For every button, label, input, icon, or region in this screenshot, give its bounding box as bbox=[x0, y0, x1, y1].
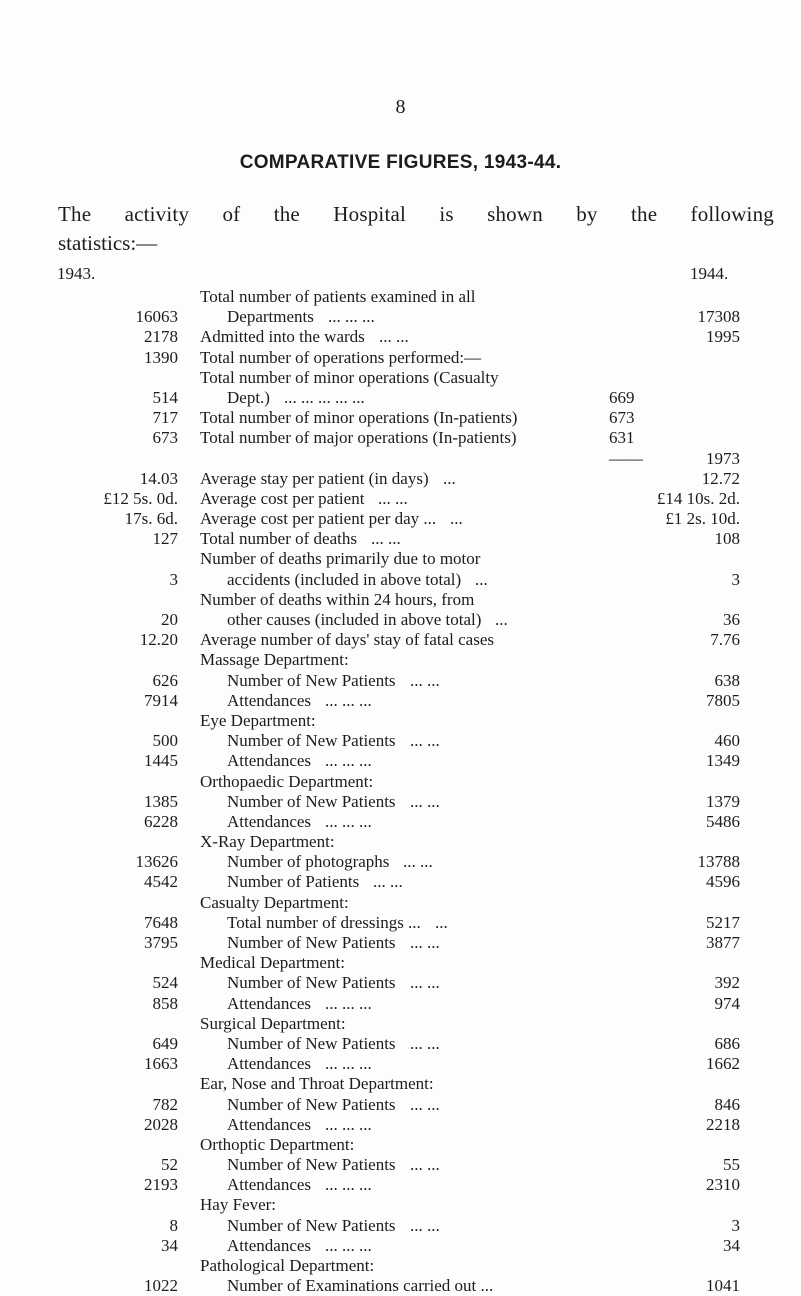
row-description: Number of deaths primarily due to motor bbox=[200, 549, 481, 569]
leader-dots: ... ... bbox=[371, 529, 401, 549]
value-1943: 2193 bbox=[144, 1175, 178, 1195]
table-row bbox=[0, 388, 801, 408]
table-row bbox=[0, 287, 801, 307]
row-description: Surgical Department: bbox=[200, 1013, 346, 1033]
row-description: Attendances bbox=[227, 690, 312, 710]
table-row bbox=[0, 509, 801, 529]
value-1944: 34 bbox=[723, 1235, 740, 1255]
row-description: Attendances bbox=[227, 993, 312, 1013]
page-number: 8 bbox=[395, 96, 406, 118]
value-1944: 392 bbox=[714, 973, 740, 993]
value-1943: 1390 bbox=[144, 347, 178, 367]
row-description: Number of New Patients bbox=[227, 1215, 396, 1235]
leader-dots: ... ... ... ... ... bbox=[284, 387, 365, 407]
leader-dots: ... ... ... bbox=[325, 1114, 372, 1134]
value-1943: 127 bbox=[152, 529, 178, 549]
table-row bbox=[0, 913, 801, 933]
value-1944: 7.76 bbox=[710, 630, 740, 650]
table-row bbox=[0, 671, 801, 691]
table-row bbox=[0, 570, 801, 590]
value-1943: 782 bbox=[152, 1094, 178, 1114]
row-description: Total number of dressings ... bbox=[227, 912, 421, 932]
table-row bbox=[0, 1074, 801, 1094]
value-1943: 14.03 bbox=[139, 468, 178, 488]
value-1944: 4596 bbox=[706, 872, 740, 892]
intro-word: The bbox=[58, 202, 92, 226]
value-1944: 1662 bbox=[706, 1054, 740, 1074]
table-row bbox=[0, 1236, 801, 1256]
table-row bbox=[0, 428, 801, 448]
table-row bbox=[0, 1175, 801, 1195]
leader-dots: ... bbox=[495, 610, 508, 629]
value-1943: 1663 bbox=[144, 1054, 178, 1074]
table-row bbox=[0, 1115, 801, 1135]
value-1943: 6228 bbox=[144, 811, 178, 831]
table-row bbox=[0, 1216, 801, 1236]
intro-word: following bbox=[690, 202, 774, 226]
value-1943: 1022 bbox=[144, 1276, 178, 1296]
value-1944: £1 2s. 10d. bbox=[665, 509, 740, 529]
value-1944: 686 bbox=[714, 1033, 740, 1053]
row-description: Eye Department: bbox=[200, 710, 316, 730]
leader-dots: ... ... bbox=[410, 791, 440, 811]
row-description: Attendances bbox=[227, 1235, 312, 1255]
value-1944: 12.72 bbox=[701, 468, 740, 488]
row-description: Massage Department: bbox=[200, 650, 349, 670]
value-1943: 717 bbox=[152, 408, 178, 428]
value-1944: 2310 bbox=[706, 1175, 740, 1195]
row-description: Orthopaedic Department: bbox=[200, 771, 374, 791]
table-row bbox=[0, 630, 801, 650]
table-row bbox=[0, 1095, 801, 1115]
value-1944: 3 bbox=[731, 569, 740, 589]
value-1944: 3877 bbox=[706, 933, 740, 952]
row-description: Attendances bbox=[227, 811, 312, 831]
row-description: Total number of deaths bbox=[200, 529, 357, 549]
row-description: Number of New Patients bbox=[227, 791, 396, 811]
table-row bbox=[0, 994, 801, 1014]
value-1943: 20 bbox=[161, 610, 178, 629]
value-1943: 16063 bbox=[135, 307, 178, 327]
value-1944: 5217 bbox=[706, 912, 740, 932]
leader-dots: ... ... bbox=[410, 1033, 440, 1053]
leader-dots: ... ... bbox=[410, 670, 440, 690]
table-row bbox=[0, 872, 801, 892]
value-1943: 2178 bbox=[144, 327, 178, 347]
row-description: Number of New Patients bbox=[227, 1033, 396, 1053]
value-1943: 500 bbox=[152, 731, 178, 751]
intro-word: the bbox=[630, 202, 658, 226]
intro-word: Hospital bbox=[333, 202, 407, 226]
value-1943: 12.20 bbox=[139, 630, 178, 650]
leader-dots: ... ... bbox=[410, 731, 440, 751]
table-row bbox=[0, 731, 801, 751]
value-1944: 36 bbox=[723, 610, 740, 629]
table-row bbox=[0, 711, 801, 731]
row-description: Number of deaths within 24 hours, from bbox=[200, 589, 475, 609]
intro-line-2: statistics:— bbox=[58, 231, 158, 255]
value-1943: 13626 bbox=[135, 852, 178, 872]
value-1944: 974 bbox=[714, 993, 740, 1013]
value-1943: 2028 bbox=[144, 1114, 178, 1134]
table-row bbox=[0, 590, 801, 610]
leader-dots: ... bbox=[435, 912, 448, 932]
statistics-table bbox=[0, 287, 801, 1296]
leader-dots: ... ... bbox=[410, 1215, 440, 1235]
row-description: other causes (included in above total) bbox=[227, 610, 482, 629]
leader-dots: ... ... ... bbox=[325, 751, 372, 771]
row-description: Orthoptic Department: bbox=[200, 1134, 355, 1154]
value-1944: 108 bbox=[714, 529, 740, 549]
row-description: Total number of operations performed:— bbox=[200, 347, 482, 367]
value-1943: £12 5s. 0d. bbox=[103, 488, 178, 508]
table-row bbox=[0, 650, 801, 670]
row-description: Number of New Patients bbox=[227, 731, 396, 751]
table-row bbox=[0, 1195, 801, 1215]
value-1943: 673 bbox=[152, 428, 178, 448]
table-row bbox=[0, 1155, 801, 1175]
row-description: Number of New Patients bbox=[227, 973, 396, 993]
value-1943: 514 bbox=[152, 387, 178, 407]
subtotal-value: —— bbox=[609, 448, 643, 468]
row-description: Casualty Department: bbox=[200, 892, 349, 912]
table-row bbox=[0, 973, 801, 993]
value-1943: 7648 bbox=[144, 912, 178, 932]
value-1943: 626 bbox=[152, 670, 178, 690]
intro-word: activity bbox=[124, 202, 190, 226]
value-1943: 8 bbox=[169, 1215, 178, 1235]
value-1943: 34 bbox=[161, 1235, 178, 1255]
row-description: Departments bbox=[227, 307, 314, 327]
intro-word: is bbox=[439, 202, 454, 226]
year-1943-header: 1943. bbox=[57, 264, 96, 283]
row-description: Total number of minor operations (In-patients) bbox=[200, 408, 518, 428]
leader-dots: ... bbox=[475, 569, 488, 589]
row-description: Total number of major operations (In-patients) bbox=[200, 428, 517, 448]
leader-dots: ... bbox=[450, 509, 463, 529]
leader-dots: ... ... ... bbox=[325, 1175, 372, 1195]
row-description: Attendances bbox=[227, 751, 312, 771]
value-1943: 1445 bbox=[144, 751, 178, 771]
row-description: Pathological Department: bbox=[200, 1256, 375, 1275]
leader-dots: ... ... ... bbox=[325, 1235, 372, 1255]
leader-dots: ... ... bbox=[410, 1155, 440, 1175]
value-1943: 858 bbox=[152, 993, 178, 1013]
value-1943: 3 bbox=[169, 569, 178, 589]
table-row bbox=[0, 792, 801, 812]
leader-dots: ... ... ... bbox=[325, 690, 372, 710]
table-row bbox=[0, 893, 801, 913]
row-description: Medical Department: bbox=[200, 953, 345, 973]
intro-word: shown bbox=[487, 202, 543, 226]
value-1944: 5486 bbox=[706, 811, 740, 831]
leader-dots: ... ... ... bbox=[325, 1054, 372, 1074]
leader-dots: ... bbox=[443, 468, 456, 488]
row-description: Admitted into the wards bbox=[200, 327, 365, 347]
table-row bbox=[0, 368, 801, 388]
value-1944: 1995 bbox=[706, 327, 740, 347]
value-1943: 1385 bbox=[144, 791, 178, 811]
table-row bbox=[0, 348, 801, 368]
table-row bbox=[0, 307, 801, 327]
table-row bbox=[0, 832, 801, 852]
value-1944: 2218 bbox=[706, 1114, 740, 1134]
table-row bbox=[0, 469, 801, 489]
row-description: Number of New Patients bbox=[227, 670, 396, 690]
page-title: COMPARATIVE FIGURES, 1943-44. bbox=[239, 152, 562, 173]
value-1943: 52 bbox=[161, 1155, 178, 1175]
subtotal-value: 631 bbox=[609, 428, 635, 448]
table-row bbox=[0, 549, 801, 569]
leader-dots: ... ... bbox=[410, 933, 440, 952]
intro-word: of bbox=[222, 202, 241, 226]
table-row bbox=[0, 489, 801, 509]
table-row bbox=[0, 1054, 801, 1074]
intro-word: the bbox=[273, 202, 300, 226]
leader-dots: ... ... bbox=[373, 872, 403, 892]
leader-dots: ... ... bbox=[403, 852, 433, 872]
table-row bbox=[0, 933, 801, 953]
table-row bbox=[0, 812, 801, 832]
row-description: Ear, Nose and Throat Department: bbox=[200, 1074, 434, 1094]
value-1943: 524 bbox=[152, 973, 178, 993]
value-1943: 3795 bbox=[144, 933, 178, 952]
row-description: Attendances bbox=[227, 1054, 312, 1074]
row-description: Total number of minor operations (Casualty bbox=[200, 367, 499, 387]
table-row bbox=[0, 1135, 801, 1155]
intro-paragraph bbox=[58, 200, 774, 258]
table-row bbox=[0, 408, 801, 428]
table-row bbox=[0, 610, 801, 630]
value-1944: 846 bbox=[714, 1094, 740, 1114]
intro-word: by bbox=[576, 202, 598, 226]
row-description: X-Ray Department: bbox=[200, 832, 335, 852]
row-description: Number of New Patients bbox=[227, 933, 396, 952]
value-1944: 7805 bbox=[706, 690, 740, 710]
row-description: Number of New Patients bbox=[227, 1094, 396, 1114]
leader-dots: ... ... ... bbox=[328, 307, 375, 327]
table-row bbox=[0, 852, 801, 872]
value-1944: 1379 bbox=[706, 791, 740, 811]
value-1944: 638 bbox=[714, 670, 740, 690]
row-description: Attendances bbox=[227, 1114, 312, 1134]
row-description: Average cost per patient bbox=[200, 488, 365, 508]
table-row bbox=[0, 1276, 801, 1296]
value-1944: 3 bbox=[731, 1215, 740, 1235]
table-row bbox=[0, 1034, 801, 1054]
value-1943: 7914 bbox=[144, 690, 178, 710]
row-description: Average number of days' stay of fatal cases bbox=[200, 630, 494, 650]
value-1944: 1041 bbox=[706, 1276, 740, 1296]
subtotal-value: 673 bbox=[609, 408, 635, 428]
table-row bbox=[0, 953, 801, 973]
row-description: Number of Examinations carried out ... bbox=[227, 1276, 494, 1296]
row-description: Number of New Patients bbox=[227, 1155, 396, 1175]
value-1944: £14 10s. 2d. bbox=[656, 488, 740, 508]
row-description: Dept.) bbox=[227, 387, 270, 407]
leader-dots: ... ... ... bbox=[325, 993, 372, 1013]
value-1943: 4542 bbox=[144, 872, 178, 892]
value-1944: 13788 bbox=[697, 852, 740, 872]
row-description: Hay Fever: bbox=[200, 1195, 277, 1215]
leader-dots: ... ... ... bbox=[325, 811, 372, 831]
row-description: Average cost per patient per day ... bbox=[200, 509, 437, 529]
row-description: Attendances bbox=[227, 1175, 312, 1195]
value-1944: 1349 bbox=[706, 751, 740, 771]
leader-dots: ... ... bbox=[410, 1094, 440, 1114]
leader-dots: ... ... bbox=[378, 488, 408, 508]
value-1944: 17308 bbox=[697, 307, 740, 327]
table-row bbox=[0, 772, 801, 792]
table-row bbox=[0, 529, 801, 549]
table-row bbox=[0, 691, 801, 711]
leader-dots: ... ... bbox=[410, 973, 440, 993]
table-row bbox=[0, 1256, 801, 1276]
table-row bbox=[0, 751, 801, 771]
row-description: Number of Patients bbox=[227, 872, 360, 892]
row-description: Total number of patients examined in all bbox=[200, 287, 476, 306]
year-1944-header: 1944. bbox=[690, 264, 729, 283]
table-row bbox=[0, 1014, 801, 1034]
table-row bbox=[0, 449, 801, 469]
subtotal-value: 669 bbox=[609, 387, 635, 407]
table-row bbox=[0, 327, 801, 347]
value-1944: 460 bbox=[714, 731, 740, 751]
value-1943: 17s. 6d. bbox=[124, 509, 178, 529]
row-description: Number of photographs bbox=[227, 852, 390, 872]
leader-dots: ... ... bbox=[379, 327, 409, 347]
intro-line-1 bbox=[58, 200, 774, 229]
value-1943: 649 bbox=[152, 1033, 178, 1053]
row-description: accidents (included in above total) bbox=[227, 569, 462, 589]
value-1944: 55 bbox=[723, 1155, 740, 1175]
row-description: Average stay per patient (in days) bbox=[200, 468, 429, 488]
value-1944: 1973 bbox=[706, 448, 740, 468]
